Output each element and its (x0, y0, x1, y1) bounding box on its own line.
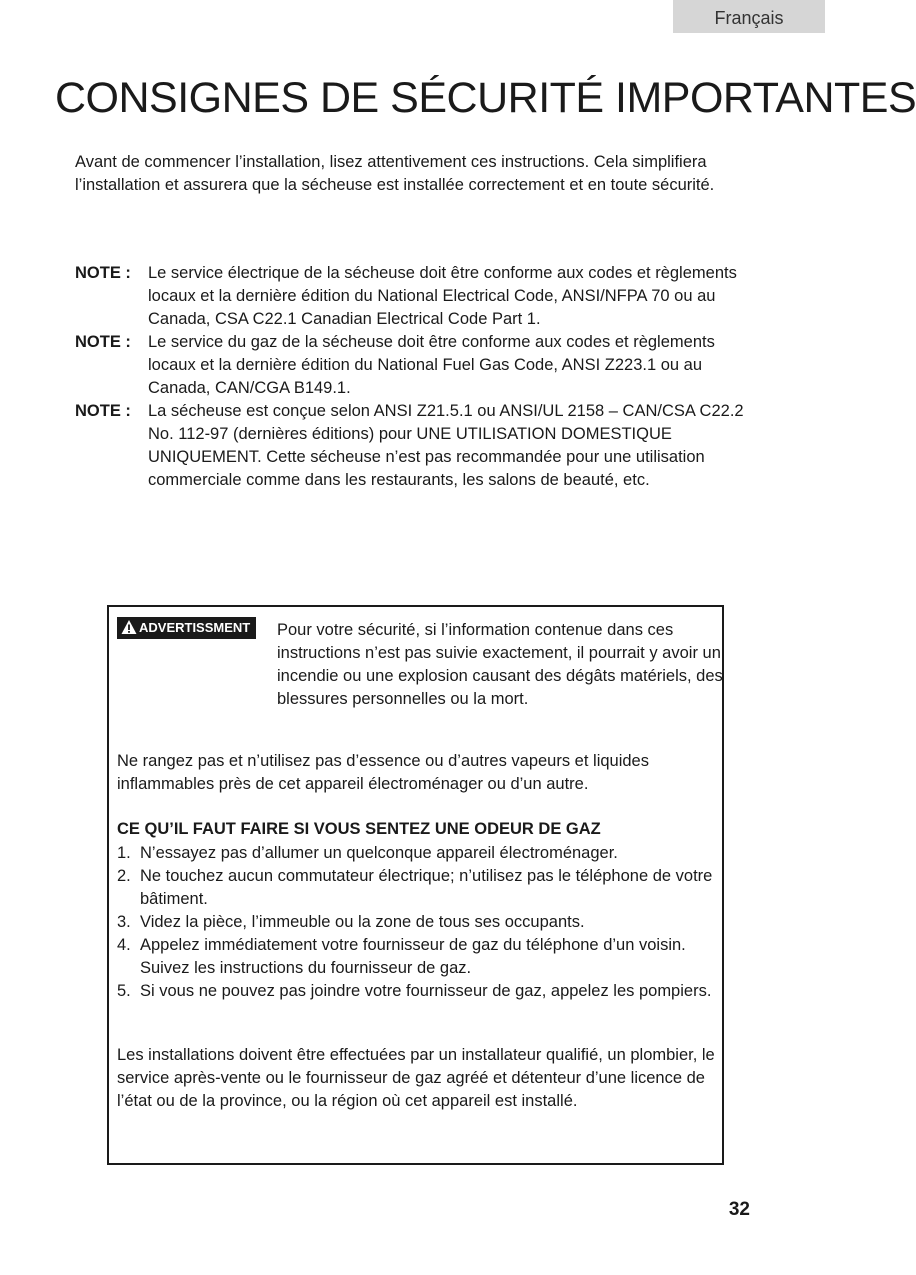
step-text: Si vous ne pouvez pas joindre votre fournisseur de gaz, appelez les pompiers. (140, 982, 712, 1000)
warning-header (117, 617, 723, 737)
warning-badge-label: ADVERTISSMENT (139, 620, 251, 635)
warning-box (107, 605, 724, 1165)
warning-badge (117, 617, 256, 639)
note-text: Le service du gaz de la sécheuse doit être conforme aux codes et règlements locaux et la dernière édition du National Fuel Gas Code, ANSI Z223.1 ou au Canada, CAN/CGA B149.1. (148, 333, 715, 397)
gas-steps-list (117, 842, 722, 1003)
note-label: NOTE : (75, 333, 131, 351)
flammable-warning: Ne rangez pas et n’utilisez pas d’essence ou d’autres vapeurs et liquides inflammables près de cet appareil électroménager ou d’un autre. (117, 752, 649, 793)
step-text: Videz la pièce, l’immeuble ou la zone de tous ses occupants. (140, 913, 585, 931)
step-number: 3. (117, 913, 131, 931)
step-number: 5. (117, 982, 131, 1000)
list-item (117, 934, 722, 980)
warning-text: Pour votre sécurité, si l’information contenue dans ces instructions n’est pas suivie exactement, il pourrait y avoir un incendie ou une explosion causant des dégâts matériels, des blessures personnelles ou la mort. (277, 621, 723, 708)
page-number: 32 (728, 1199, 750, 1220)
note-text: La sécheuse est conçue selon ANSI Z21.5.1 ou ANSI/UL 2158 – CAN/CSA C22.2 No. 112-97 (dernières éditions) pour UNE UTILISATION DOMESTIQUE UNIQUEMENT. Cette sécheuse n’est pas recommandée pour une utilisation commerciale comme dans les restaurants, les salons de beauté, etc. (148, 402, 744, 489)
note-electrical (75, 262, 765, 331)
note-text: Le service électrique de la sécheuse doit être conforme aux codes et règlements locaux et la dernière édition du National Electrical Code, ANSI/NFPA 70 ou au Canada, CSA C22.1 Canadian Electrical Code Part 1. (148, 264, 737, 328)
step-number: 2. (117, 867, 131, 885)
language-tab: Français (673, 0, 825, 33)
list-item (117, 911, 722, 934)
intro-paragraph: Avant de commencer l’installation, lisez attentivement ces instructions. Cela simplifiera l’installation et assurera que la sécheuse est installée correctement et en toute sécurité. (75, 153, 715, 194)
step-text: Appelez immédiatement votre fournisseur de gaz du téléphone d’un voisin. Suivez les instructions du fournisseur de gaz. (140, 936, 686, 977)
page-title: CONSIGNES DE SÉCURITÉ IMPORTANTES (55, 74, 916, 122)
step-number: 4. (117, 936, 131, 954)
installation-paragraph: Les installations doivent être effectuées par un installateur qualifié, un plombier, le service après-vente ou le fournisseur de gaz agréé et détenteur d’une licence de l’état ou de la province, ou la région où cet appareil est installé. (117, 1046, 715, 1110)
warning-triangle-icon (121, 619, 137, 635)
note-domestic-use (75, 400, 765, 492)
gas-odor-heading: CE QU’IL FAUT FAIRE SI VOUS SENTEZ UNE ODEUR DE GAZ (117, 820, 601, 838)
note-gas-service (75, 331, 765, 400)
list-item (117, 980, 722, 1003)
note-label: NOTE : (75, 402, 131, 420)
step-number: 1. (117, 844, 131, 862)
notes-section (75, 262, 765, 492)
list-item (117, 865, 722, 911)
list-item (117, 842, 722, 865)
step-text: N’essayez pas d’allumer un quelconque appareil électroménager. (140, 844, 618, 862)
step-text: Ne touchez aucun commutateur électrique; n’utilisez pas le téléphone de votre bâtiment. (140, 867, 713, 908)
note-label: NOTE : (75, 264, 131, 282)
